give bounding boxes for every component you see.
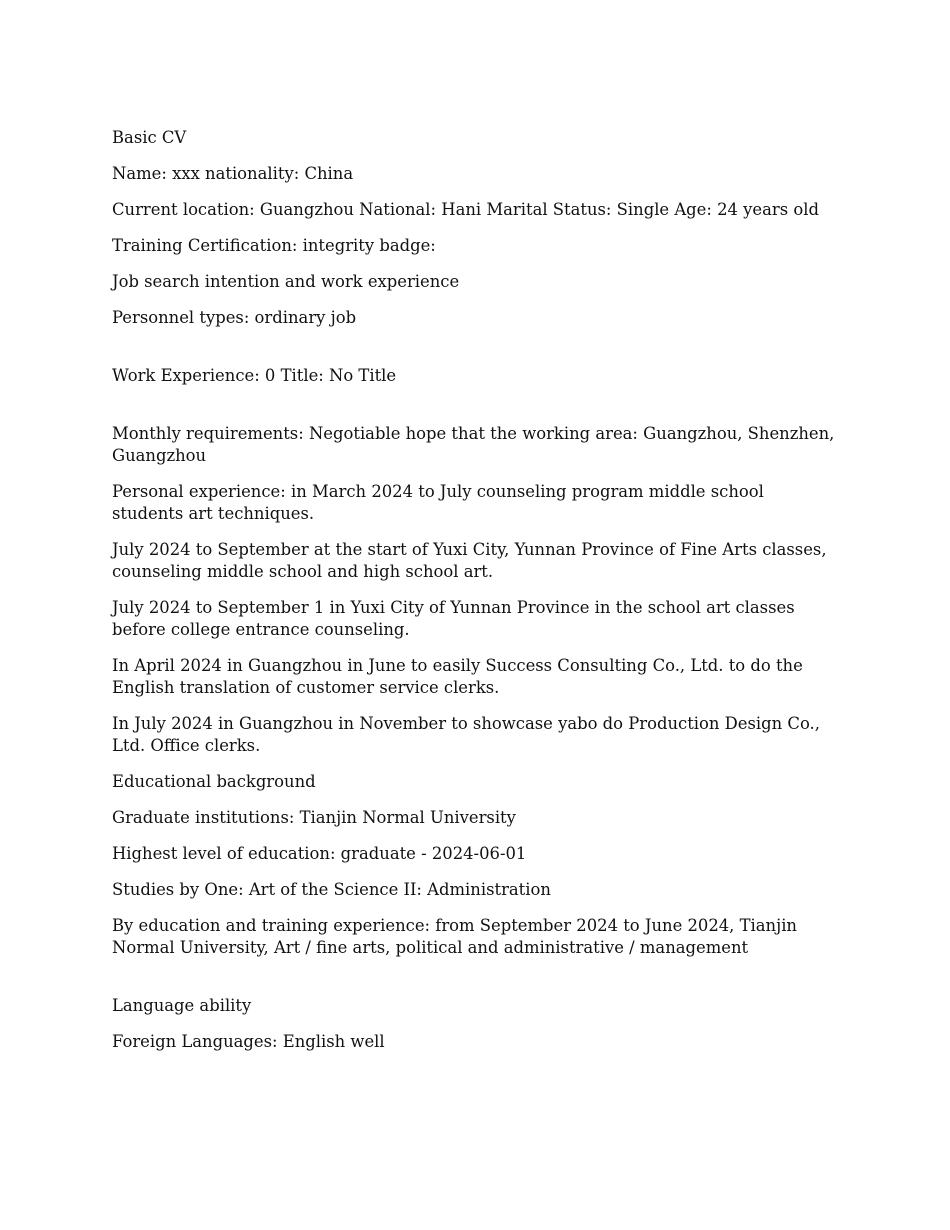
work-experience-line: Work Experience: 0 Title: No Title	[112, 366, 397, 385]
document-body	[112, 127, 840, 1067]
document-title: Basic CV	[112, 128, 187, 147]
certification-line: Training Certification: integrity badge:	[112, 236, 436, 255]
experience-item: In April 2024 in Guangzhou in June to easily Success Consulting Co., Ltd. to do the English translation of customer service clerks.	[112, 656, 803, 697]
education-level-line: Highest level of education: graduate - 2024-06-01	[112, 844, 527, 863]
blank-line	[112, 343, 840, 365]
experience-item: July 2024 to September 1 in Yuxi City of Yunnan Province in the school art classes before college entrance counseling.	[112, 598, 795, 639]
section-heading-language: Language ability	[112, 996, 252, 1015]
monthly-requirements-line: Monthly requirements: Negotiable hope that the working area: Guangzhou, Shenzhen, Guangzhou	[112, 424, 835, 465]
personal-experience-line: Personal experience: in March 2024 to July counseling program middle school students art techniques.	[112, 482, 764, 523]
location-status-line: Current location: Guangzhou National: Hani Marital Status: Single Age: 24 years old	[112, 200, 819, 219]
section-heading-education: Educational background	[112, 772, 316, 791]
foreign-language-line: Foreign Languages: English well	[112, 1032, 385, 1051]
graduate-institution-line: Graduate institutions: Tianjin Normal University	[112, 808, 516, 827]
personnel-type-line: Personnel types: ordinary job	[112, 308, 357, 327]
blank-line	[112, 973, 840, 995]
experience-item: July 2024 to September at the start of Yuxi City, Yunnan Province of Fine Arts classes, counseling middle school and high school art.	[112, 540, 827, 581]
experience-item: In July 2024 in Guangzhou in November to showcase yabo do Production Design Co., Ltd. Office clerks.	[112, 714, 820, 755]
section-heading-job-intention: Job search intention and work experience	[112, 272, 460, 291]
name-nationality-line: Name: xxx nationality: China	[112, 164, 354, 183]
blank-line	[112, 401, 840, 423]
studies-line: Studies by One: Art of the Science II: Administration	[112, 880, 551, 899]
training-experience-line: By education and training experience: from September 2024 to June 2024, Tianjin Normal University, Art / fine arts, political and administrative / management	[112, 916, 797, 957]
